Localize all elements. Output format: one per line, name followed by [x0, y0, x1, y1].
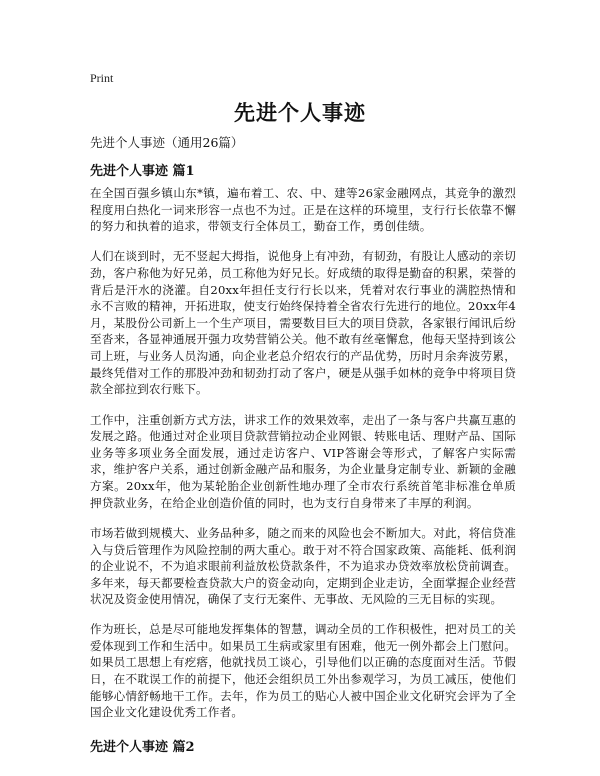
section-1-paragraph-4: 市场若做到规模大、业务品种多，随之而来的风险也会不断加大。对此，将信贷准入与贷后管理作为风险控制的两大重心。敢于对不符合国家政策、高能耗、低利润的企业说不，不为追求眼前利益放松贷款条件，不为追求办贷效率放松贷前调查。多年来，每天都要检查贷款大户的资金动向，定期到企业走访，全面掌握企业经营状况及资金使用情况，确保了支行无案件、无事故、无风险的三无目标的实现。	[90, 525, 516, 607]
print-link[interactable]: Print	[90, 71, 114, 85]
section-heading-1: 先进个人事迹 篇1	[90, 164, 195, 179]
section-1-paragraph-5: 作为班长，总是尽可能地发挥集体的智慧，调动全员的工作积极性，把对员工的关爱体现到工作和生活中。如果员工生病或家里有困难，他无一例外都会上门慰问。如果员工思想上有疙瘩，他就找员工谈心，引导他们以正确的态度面对生活。节假日，在不耽误工作的前提下，他还会组织员工外出参观学习，为员工减压，使他们能够心情舒畅地干工作。去年，作为员工的贴心人被中国企业文化研究会评为了全国企业文化建设优秀工作者。	[90, 622, 516, 720]
section-1-paragraph-3: 工作中，注重创新方式方法，讲求工作的效果效率，走出了一条与客户共赢互惠的发展之路。他通过对企业项目贷款营销拉动企业网银、转账电话、理财产品、国际业务等多项业务全面发展，通过走访客户、VIP答谢会等形式，了解客户实际需求，维护客户关系，通过创新金融产品和服务，为企业量身定制专业、新颖的金融方案。20xx年，他为某轮胎企业创新性地办理了全市农行系统首笔非标准仓单质押贷款业务，在给企业创造价值的同时，也为支行自身带来了丰厚的利润。	[90, 412, 516, 510]
section-heading-2: 先进个人事迹 篇2	[90, 740, 195, 756]
document-title: 先进个人事迹	[234, 100, 366, 125]
document-subtitle: 先进个人事迹（通用26篇）	[90, 135, 244, 150]
section-1-paragraph-2: 人们在谈到时，无不竖起大拇指，说他身上有冲劲，有韧劲，有股让人感动的亲切劲，客户称他为好兄弟，员工称他为好兄长。好成绩的取得是勤奋的积累，荣誉的背后是汗水的浇灌。自20xx年担任支行行长以来，凭着对农行事业的满腔热情和永不言败的精神，开拓进取，使支行始终保持着全省农行先进行的地位。20xx年4月，某股份公司新上一个生产项目，需要数目巨大的项目贷款，各家银行闻讯后纷至沓来，各显神通展开强力攻势营销公关。他不敢有丝毫懈怠，他每天坚持到该公司上班，与业务人员沟通，向企业老总介绍农行的产品优势，历时月余奔波劳累，最终凭借对工作的那股冲劲和韧劲打动了客户，硬是从强手如林的竞争中将项目贷款全部拉到农行账下。	[90, 249, 516, 397]
section-1-paragraph-1: 在全国百强乡镇山东*镇，遍布着工、农、中、建等26家金融网点，其竞争的激烈程度用白热化一词来形容一点也不为过。正是在这样的环境里，支行行长依靠不懈的努力和执着的追求，带领支行全体员工，勤奋工作，勇创佳绩。	[90, 186, 516, 234]
